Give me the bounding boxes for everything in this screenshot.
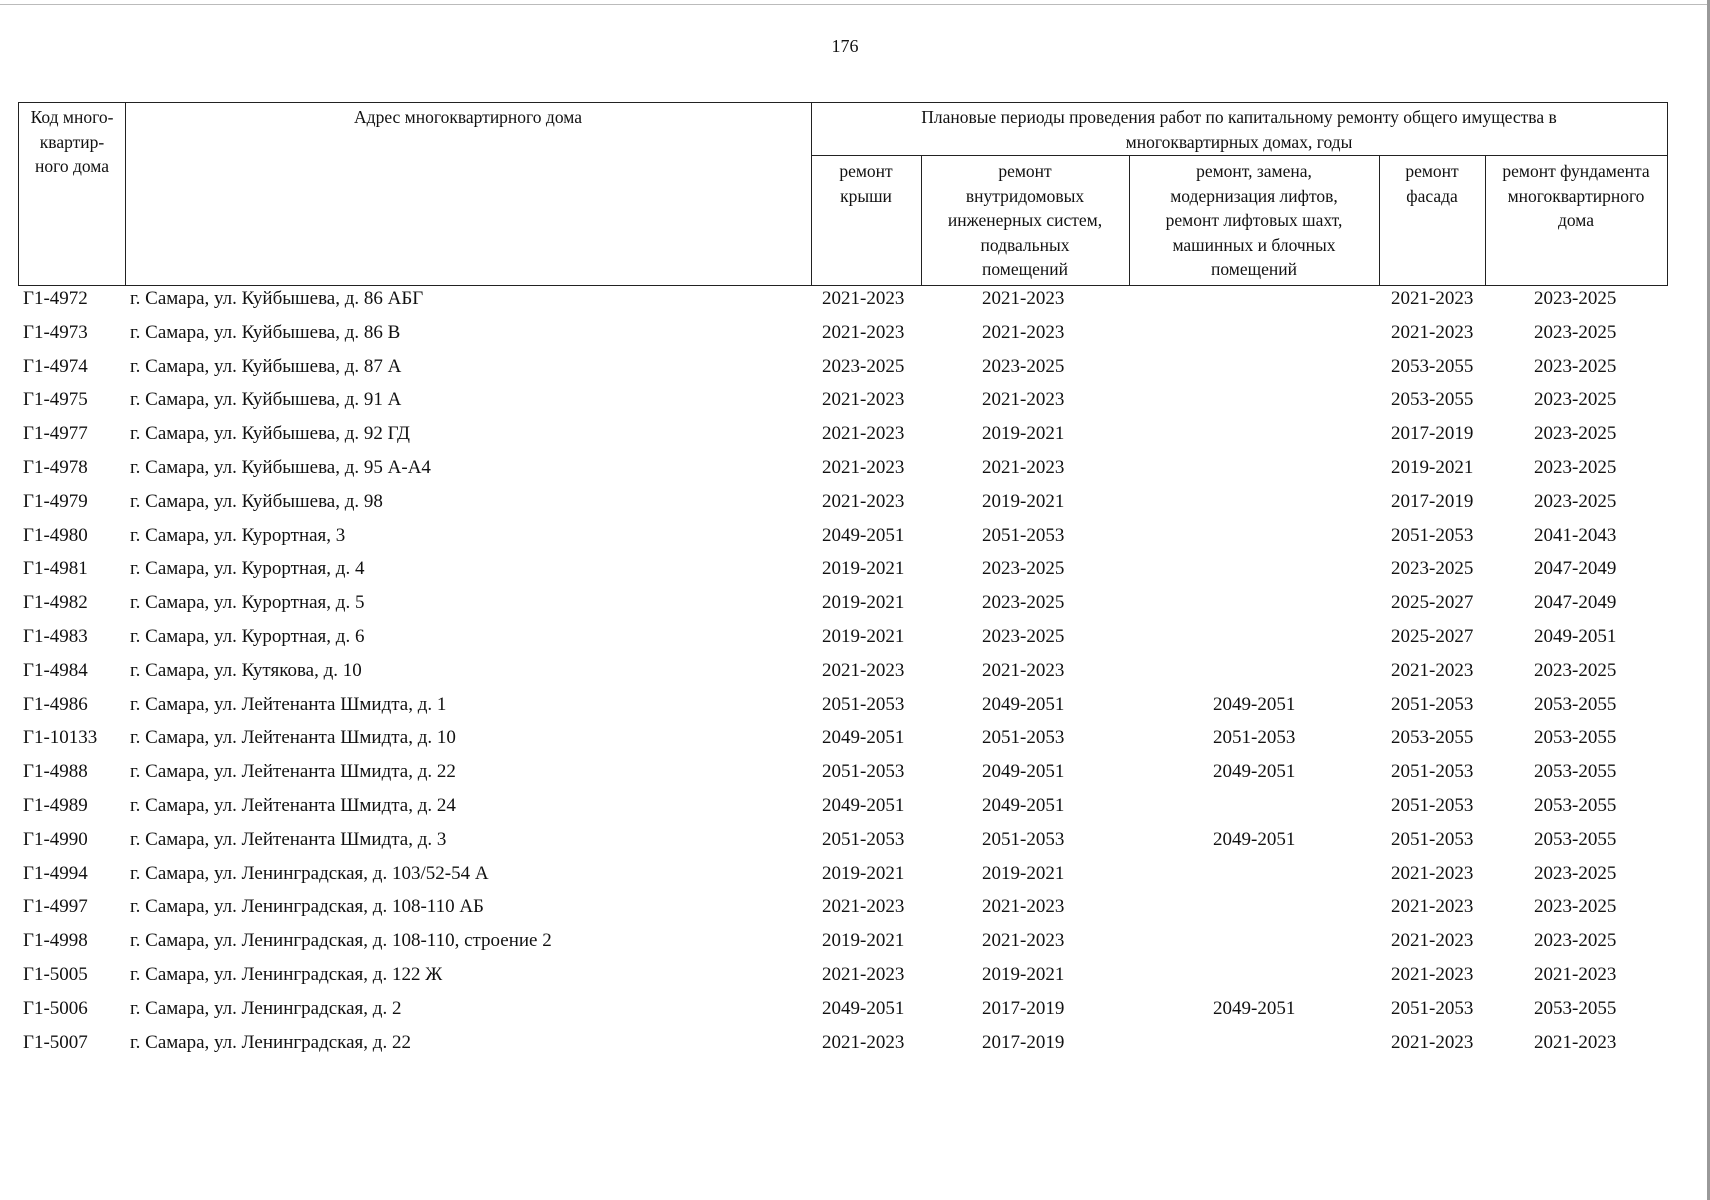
header-facade: ремонт фасада [1405, 161, 1459, 206]
cell-foundation: 2023-2025 [1534, 490, 1617, 512]
cell-systems: 2051-2053 [982, 828, 1065, 850]
cell-foundation: 2053-2055 [1534, 997, 1617, 1019]
table-row [0, 692, 1710, 726]
cell-code: Г1-4981 [23, 558, 88, 580]
cell-address: г. Самара, ул. Ленинградская, д. 108-110 АБ [130, 896, 484, 918]
table-row [0, 894, 1710, 928]
cell-address: г. Самара, ул. Курортная, д. 4 [130, 558, 365, 580]
cell-facade: 2021-2023 [1391, 659, 1474, 681]
cell-foundation: 2023-2025 [1534, 389, 1617, 411]
cell-foundation: 2047-2049 [1534, 558, 1617, 580]
cell-systems: 2021-2023 [982, 456, 1065, 478]
cell-roof: 2049-2051 [822, 727, 905, 749]
cell-code: Г1-5005 [23, 963, 88, 985]
table-row [0, 793, 1710, 827]
cell-address: г. Самара, ул. Куйбышева, д. 87 А [130, 355, 402, 377]
header-systems: ремонт внутридомовых инженерных систем, подвальных помещений [947, 161, 1103, 279]
cell-lifts: 2049-2051 [1213, 997, 1296, 1019]
cell-address: г. Самара, ул. Кутякова, д. 10 [130, 659, 362, 681]
cell-roof: 2019-2021 [822, 592, 905, 614]
cell-lifts: 2049-2051 [1213, 828, 1296, 850]
cell-systems: 2023-2025 [982, 625, 1065, 647]
table-row [0, 962, 1710, 996]
cell-address: г. Самара, ул. Лейтенанта Шмидта, д. 1 [130, 693, 447, 715]
cell-facade: 2051-2053 [1391, 997, 1474, 1019]
cell-facade: 2021-2023 [1391, 862, 1474, 884]
cell-code: Г1-4989 [23, 794, 88, 816]
cell-address: г. Самара, ул. Курортная, д. 6 [130, 625, 365, 647]
cell-facade: 2021-2023 [1391, 963, 1474, 985]
cell-address: г. Самара, ул. Куйбышева, д. 92 ГД [130, 423, 410, 445]
header-foundation: ремонт фундамента многоквартирного дома [1502, 161, 1650, 230]
cell-address: г. Самара, ул. Курортная, д. 5 [130, 592, 365, 614]
cell-roof: 2051-2053 [822, 761, 905, 783]
cell-address: г. Самара, ул. Ленинградская, д. 122 Ж [130, 963, 443, 985]
top-scan-line [0, 4, 1710, 5]
cell-roof: 2051-2053 [822, 693, 905, 715]
cell-facade: 2053-2055 [1391, 727, 1474, 749]
cell-code: Г1-5007 [23, 1031, 88, 1053]
cell-systems: 2019-2021 [982, 423, 1065, 445]
cell-address: г. Самара, ул. Куйбышева, д. 86 АБГ [130, 288, 424, 309]
cell-facade: 2021-2023 [1391, 896, 1474, 918]
cell-roof: 2021-2023 [822, 963, 905, 985]
cell-roof: 2021-2023 [822, 456, 905, 478]
cell-systems: 2019-2021 [982, 862, 1065, 884]
cell-foundation: 2023-2025 [1534, 321, 1617, 343]
cell-code: Г1-4986 [23, 693, 88, 715]
table-row [0, 523, 1710, 557]
cell-roof: 2049-2051 [822, 524, 905, 546]
cell-roof: 2021-2023 [822, 1031, 905, 1053]
cell-address: г. Самара, ул. Ленинградская, д. 108-110, строение 2 [130, 930, 552, 952]
cell-roof: 2021-2023 [822, 896, 905, 918]
cell-roof: 2021-2023 [822, 389, 905, 411]
cell-code: Г1-4990 [23, 828, 88, 850]
cell-foundation: 2023-2025 [1534, 896, 1617, 918]
cell-code: Г1-4978 [23, 456, 88, 478]
cell-systems: 2051-2053 [982, 727, 1065, 749]
cell-roof: 2023-2025 [822, 355, 905, 377]
cell-systems: 2019-2021 [982, 490, 1065, 512]
cell-foundation: 2047-2049 [1534, 592, 1617, 614]
table-row [0, 455, 1710, 489]
cell-facade: 2053-2055 [1391, 389, 1474, 411]
cell-roof: 2049-2051 [822, 997, 905, 1019]
table-row [0, 320, 1710, 354]
table-row [0, 725, 1710, 759]
cell-facade: 2017-2019 [1391, 423, 1474, 445]
cell-address: г. Самара, ул. Куйбышева, д. 86 В [130, 321, 401, 343]
cell-code: Г1-4998 [23, 930, 88, 952]
cell-address: г. Самара, ул. Ленинградская, д. 2 [130, 997, 402, 1019]
cell-address: г. Самара, ул. Курортная, 3 [130, 524, 346, 546]
table-row [0, 590, 1710, 624]
header-lifts: ремонт, замена, модернизация лифтов, ремонт лифтовых шахт, машинных и блочных помещений [1165, 161, 1343, 279]
cell-foundation: 2023-2025 [1534, 862, 1617, 884]
cell-foundation: 2041-2043 [1534, 524, 1617, 546]
cell-code: Г1-4984 [23, 659, 88, 681]
table-row [0, 658, 1710, 692]
header-planned-periods: Плановые периоды проведения работ по капитальному ремонту общего имущества в многоквартирных домах, годы [921, 107, 1557, 152]
cell-roof: 2021-2023 [822, 423, 905, 445]
cell-address: г. Самара, ул. Куйбышева, д. 98 [130, 490, 383, 512]
cell-systems: 2021-2023 [982, 659, 1065, 681]
table-row [0, 624, 1710, 658]
cell-lifts: 2049-2051 [1213, 693, 1296, 715]
cell-systems: 2049-2051 [982, 794, 1065, 816]
cell-code: Г1-4979 [23, 490, 88, 512]
table-row [0, 996, 1710, 1030]
cell-roof: 2019-2021 [822, 625, 905, 647]
cell-address: г. Самара, ул. Куйбышева, д. 95 А-А4 [130, 456, 431, 478]
table-row [0, 354, 1710, 388]
table-header [18, 102, 1668, 286]
cell-code: Г1-4983 [23, 625, 88, 647]
cell-foundation: 2021-2023 [1534, 1031, 1617, 1053]
cell-systems: 2017-2019 [982, 1031, 1065, 1053]
cell-roof: 2051-2053 [822, 828, 905, 850]
cell-foundation: 2053-2055 [1534, 794, 1617, 816]
cell-address: г. Самара, ул. Лейтенанта Шмидта, д. 10 [130, 727, 456, 749]
cell-foundation: 2023-2025 [1534, 355, 1617, 377]
cell-roof: 2019-2021 [822, 930, 905, 952]
cell-systems: 2021-2023 [982, 896, 1065, 918]
cell-foundation: 2053-2055 [1534, 727, 1617, 749]
cell-systems: 2049-2051 [982, 693, 1065, 715]
cell-foundation: 2023-2025 [1534, 659, 1617, 681]
cell-code: Г1-4980 [23, 524, 88, 546]
table-row [0, 489, 1710, 523]
header-address: Адрес многоквартирного дома [354, 107, 582, 127]
cell-systems: 2021-2023 [982, 321, 1065, 343]
cell-code: Г1-4977 [23, 423, 88, 445]
cell-facade: 2051-2053 [1391, 828, 1474, 850]
cell-foundation: 2023-2025 [1534, 930, 1617, 952]
table-row [0, 387, 1710, 421]
cell-systems: 2021-2023 [982, 288, 1065, 309]
cell-systems: 2021-2023 [982, 389, 1065, 411]
cell-facade: 2051-2053 [1391, 794, 1474, 816]
cell-code: Г1-10133 [23, 727, 98, 749]
cell-roof: 2021-2023 [822, 321, 905, 343]
cell-code: Г1-4975 [23, 389, 88, 411]
table-row [0, 759, 1710, 793]
table-row [0, 286, 1710, 320]
cell-roof: 2021-2023 [822, 288, 905, 309]
header-code: Код много- квартир- ного дома [30, 107, 114, 176]
page-number: 176 [831, 36, 859, 56]
cell-foundation: 2053-2055 [1534, 761, 1617, 783]
cell-foundation: 2023-2025 [1534, 288, 1617, 309]
cell-foundation: 2023-2025 [1534, 456, 1617, 478]
cell-facade: 2025-2027 [1391, 625, 1474, 647]
cell-roof: 2021-2023 [822, 490, 905, 512]
cell-address: г. Самара, ул. Куйбышева, д. 91 А [130, 389, 402, 411]
cell-systems: 2019-2021 [982, 963, 1065, 985]
cell-foundation: 2023-2025 [1534, 423, 1617, 445]
cell-code: Г1-4973 [23, 321, 88, 343]
cell-code: Г1-4988 [23, 761, 88, 783]
cell-facade: 2023-2025 [1391, 558, 1474, 580]
cell-facade: 2051-2053 [1391, 524, 1474, 546]
cell-foundation: 2053-2055 [1534, 828, 1617, 850]
cell-roof: 2019-2021 [822, 558, 905, 580]
cell-facade: 2019-2021 [1391, 456, 1474, 478]
cell-code: Г1-4974 [23, 355, 88, 377]
table-row [0, 556, 1710, 590]
cell-address: г. Самара, ул. Лейтенанта Шмидта, д. 22 [130, 761, 456, 783]
cell-code: Г1-5006 [23, 997, 88, 1019]
cell-lifts: 2049-2051 [1213, 761, 1296, 783]
table-row [0, 421, 1710, 455]
table-row [0, 928, 1710, 962]
cell-foundation: 2049-2051 [1534, 625, 1617, 647]
cell-lifts: 2051-2053 [1213, 727, 1296, 749]
cell-systems: 2023-2025 [982, 558, 1065, 580]
cell-foundation: 2021-2023 [1534, 963, 1617, 985]
cell-address: г. Самара, ул. Лейтенанта Шмидта, д. 24 [130, 794, 456, 816]
cell-facade: 2051-2053 [1391, 761, 1474, 783]
cell-systems: 2051-2053 [982, 524, 1065, 546]
cell-facade: 2025-2027 [1391, 592, 1474, 614]
cell-address: г. Самара, ул. Ленинградская, д. 22 [130, 1031, 411, 1053]
cell-code: Г1-4982 [23, 592, 88, 614]
cell-systems: 2021-2023 [982, 930, 1065, 952]
cell-foundation: 2053-2055 [1534, 693, 1617, 715]
table-row [0, 861, 1710, 895]
cell-systems: 2017-2019 [982, 997, 1065, 1019]
cell-systems: 2023-2025 [982, 592, 1065, 614]
cell-facade: 2017-2019 [1391, 490, 1474, 512]
cell-facade: 2053-2055 [1391, 355, 1474, 377]
table-row [0, 827, 1710, 861]
cell-facade: 2021-2023 [1391, 321, 1474, 343]
cell-roof: 2049-2051 [822, 794, 905, 816]
cell-roof: 2019-2021 [822, 862, 905, 884]
cell-facade: 2051-2053 [1391, 693, 1474, 715]
header-roof: ремонт крыши [839, 161, 893, 206]
cell-code: Г1-4972 [23, 288, 88, 309]
cell-facade: 2021-2023 [1391, 930, 1474, 952]
cell-systems: 2023-2025 [982, 355, 1065, 377]
cell-roof: 2021-2023 [822, 659, 905, 681]
cell-code: Г1-4997 [23, 896, 88, 918]
cell-facade: 2021-2023 [1391, 1031, 1474, 1053]
table-row [0, 1030, 1710, 1064]
cell-facade: 2021-2023 [1391, 288, 1474, 309]
cell-systems: 2049-2051 [982, 761, 1065, 783]
cell-address: г. Самара, ул. Лейтенанта Шмидта, д. 3 [130, 828, 447, 850]
cell-code: Г1-4994 [23, 862, 88, 884]
cell-address: г. Самара, ул. Ленинградская, д. 103/52-54 А [130, 862, 489, 884]
table-body [0, 286, 1710, 1063]
